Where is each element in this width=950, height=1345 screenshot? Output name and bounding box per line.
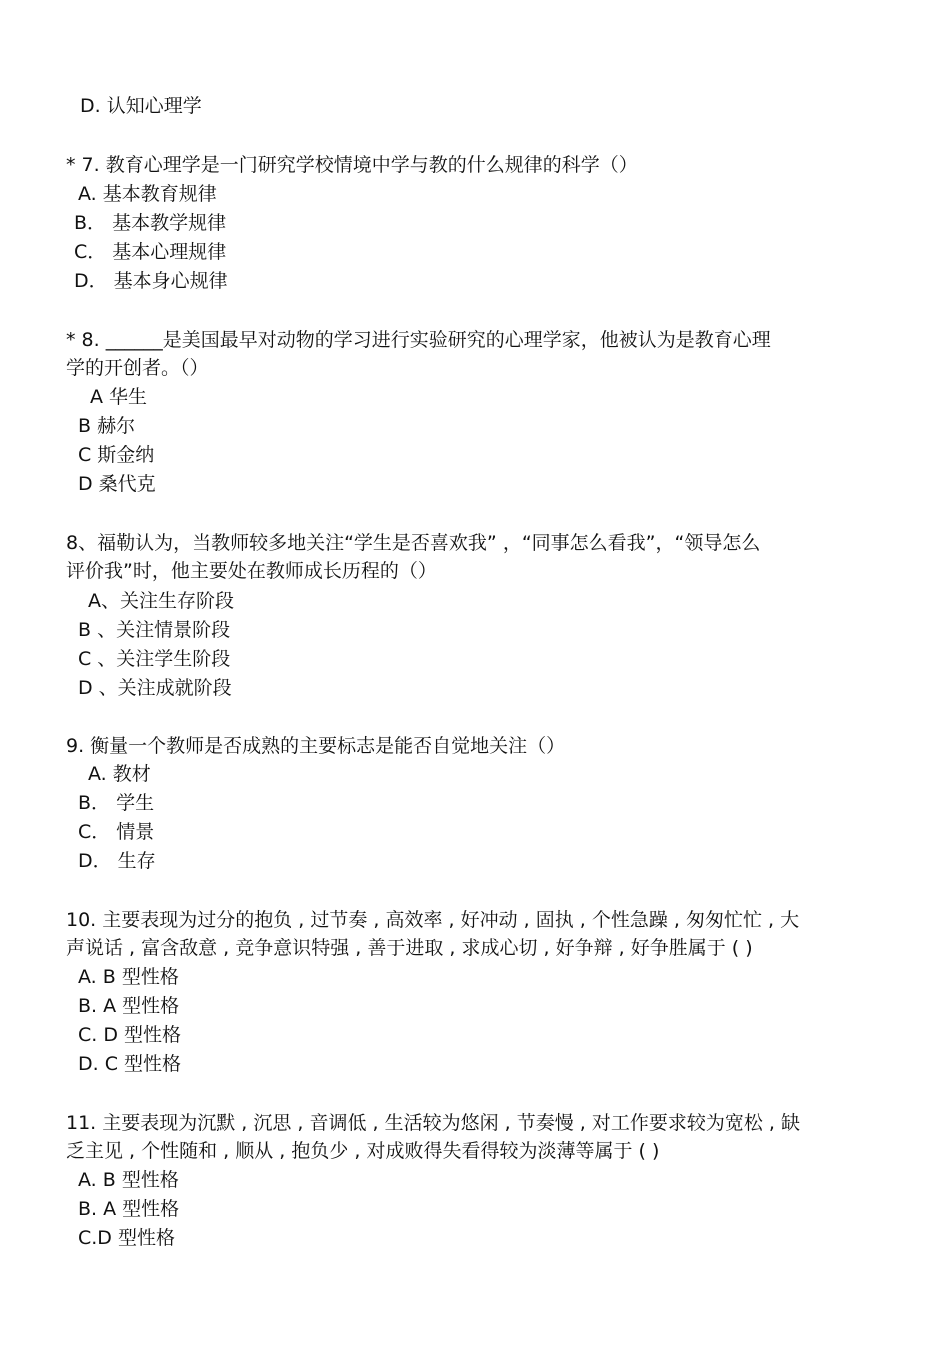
q10-option-c: C. D 型性格 [78, 1024, 182, 1046]
q7-option-a: A. 基本教育规律 [78, 183, 217, 205]
q8b-option-d: D 、关注成就阶段 [78, 677, 232, 699]
q11-option-b: B. A 型性格 [78, 1198, 180, 1220]
q11-stem-line1: 11. 主要表现为沉默 , 沉思 , 音调低 , 生活较为悠闲 , 节奏慢 , 对工作要求较为宽松 , 缺 [66, 1112, 800, 1134]
q8b-option-b: B 、关注情景阶段 [78, 619, 231, 641]
q7-option-d: D． 基本身心规律 [74, 270, 228, 292]
q10-option-a: A. B 型性格 [78, 966, 179, 988]
q8a-option-d: D 桑代克 [78, 473, 156, 495]
q8b-option-a: A、关注生存阶段 [88, 590, 234, 612]
q10-stem-line2: 声说话 , 富含敌意 , 竞争意识特强 , 善于进取 , 求成心切 , 好争辩 , 好争胜属于 ( ) [66, 937, 753, 959]
q11-option-a: A. B 型性格 [78, 1169, 179, 1191]
q11-option-c: C.D 型性格 [78, 1227, 175, 1249]
q8a-option-a: A 华生 [90, 386, 148, 408]
q8a-stem-line1: * 8. ______是美国最早对动物的学习进行实验研究的心理学家，他被认为是教育心理 [66, 329, 771, 351]
q7-option-b: B． 基本教学规律 [74, 212, 227, 234]
q8b-option-c: C 、关注学生阶段 [78, 648, 231, 670]
q9-stem: 9. 衡量一个教师是否成熟的主要标志是能否自觉地关注（） [66, 735, 566, 757]
q9-option-b: B． 学生 [78, 792, 155, 814]
q8a-option-b: B 赫尔 [78, 415, 136, 437]
q6-option-d: D. 认知心理学 [80, 95, 202, 117]
q9-option-a: A. 教材 [88, 763, 151, 785]
q10-option-d: D. C 型性格 [78, 1053, 182, 1075]
q8a-option-c: C 斯金纳 [78, 444, 155, 466]
q9-option-d: D． 生存 [78, 850, 156, 872]
q8b-stem-line2: 评价我”时，他主要处在教师成长历程的（） [66, 560, 437, 582]
q8b-stem-line1: 8、福勒认为，当教师较多地关注“学生是否喜欢我” ，“同事怎么看我”，“领导怎么 [66, 532, 761, 554]
q10-option-b: B. A 型性格 [78, 995, 180, 1017]
q7-option-c: C． 基本心理规律 [74, 241, 227, 263]
q10-stem-line1: 10. 主要表现为过分的抱负 , 过节奏 , 高效率 , 好冲动 , 固执 , 个性急躁 , 匆匆忙忙 , 大 [66, 909, 800, 931]
q8a-stem-line2: 学的开创者。（） [66, 357, 209, 379]
q7-stem: * 7. 教育心理学是一门研究学校情境中学与教的什么规律的科学（） [66, 154, 638, 176]
q11-stem-line2: 乏主见 , 个性随和 , 顺从 , 抱负少 , 对成败得失看得较为淡薄等属于 ( ) [66, 1140, 660, 1162]
q9-option-c: C． 情景 [78, 821, 155, 843]
